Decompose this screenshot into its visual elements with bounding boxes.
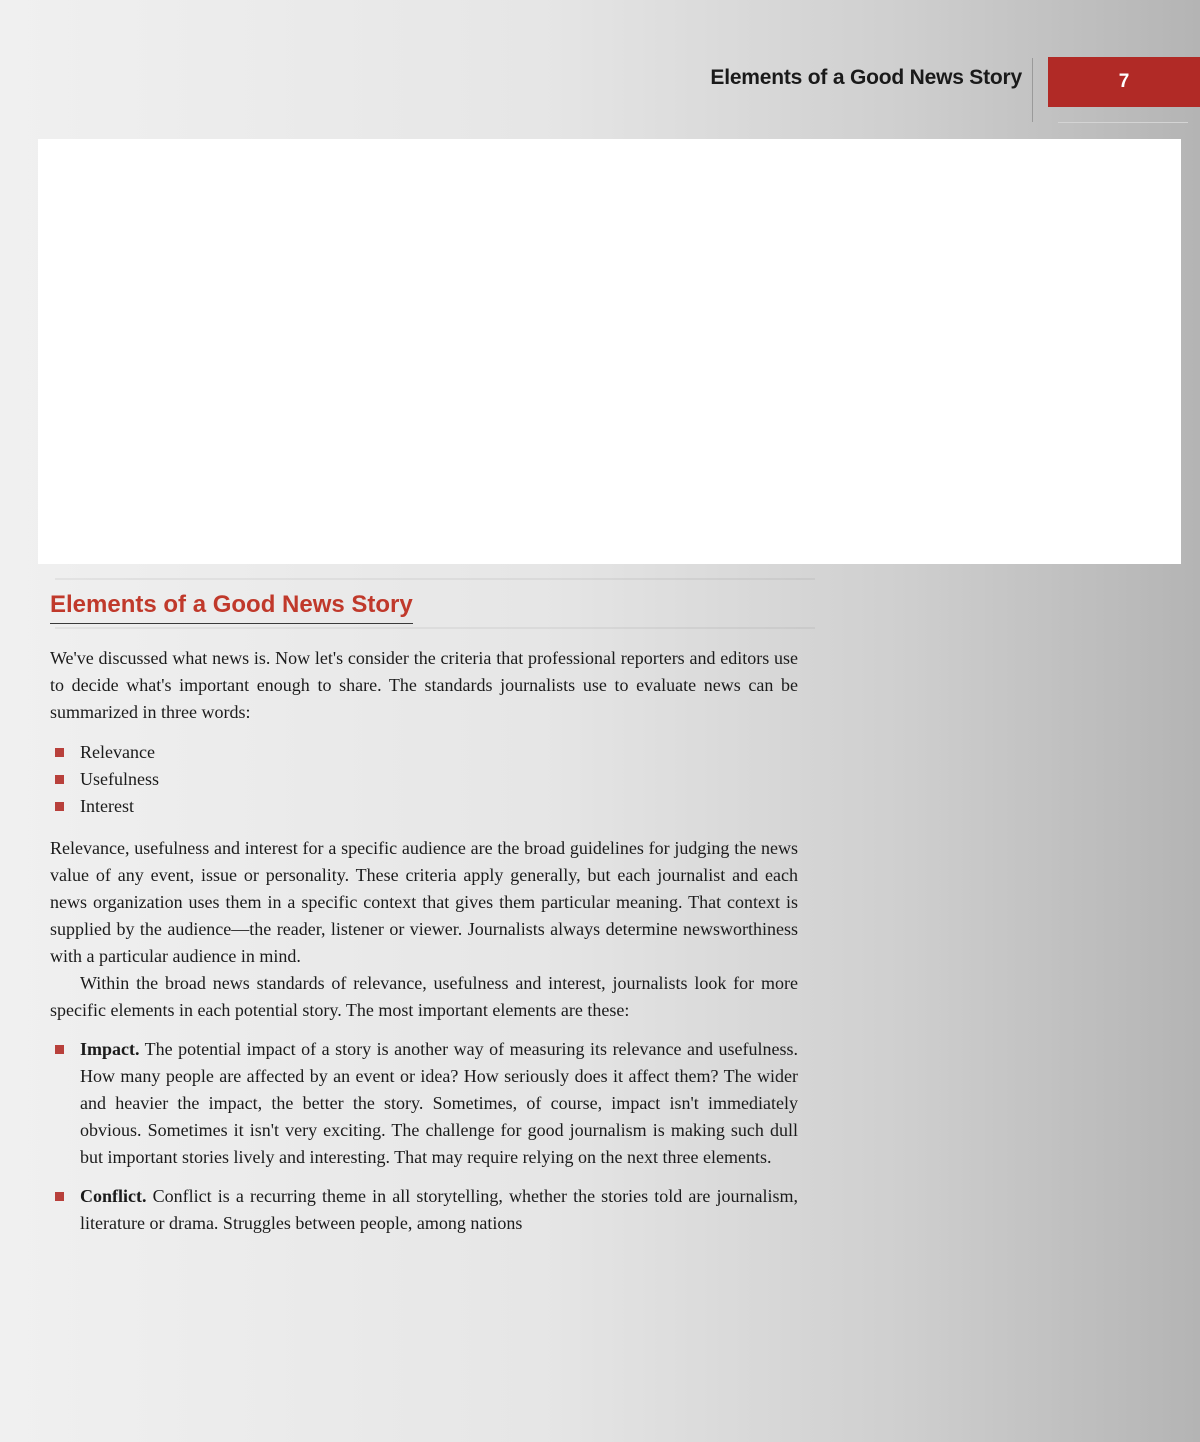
square-bullet-icon <box>55 748 64 757</box>
square-bullet-icon <box>55 1192 64 1201</box>
list-item: Usefulness <box>50 766 798 793</box>
intro-paragraph: We've discussed what news is. Now let's consider the criteria that professional reporters and editors use to decide what's important enough to share. The standards journalists use to evaluate news can be summarized in three words: <box>50 648 798 722</box>
element-term: Impact. <box>80 1039 140 1059</box>
element-term: Conflict. <box>80 1186 147 1206</box>
page-number: 7 <box>1118 71 1130 92</box>
square-bullet-icon <box>55 1045 64 1054</box>
elements-list <box>50 1036 798 1237</box>
body-paragraph: Within the broad news standards of relevance, usefulness and interest, journalists look for more specific elements in each potential story. The most important elements are these: <box>50 973 798 1020</box>
square-bullet-icon <box>55 775 64 784</box>
page-number-tab <box>1048 57 1200 107</box>
tab-underline <box>1058 122 1188 123</box>
list-item <box>50 1183 798 1237</box>
square-bullet-icon <box>55 802 64 811</box>
list-item: Interest <box>50 793 798 820</box>
header-divider <box>1032 58 1033 122</box>
list-item <box>50 1036 798 1171</box>
running-head-title: Elements of a Good News Story <box>710 66 1022 89</box>
body-paragraph: Relevance, usefulness and interest for a specific audience are the broad guidelines for judging the news value of any event, issue or personality. These criteria apply generally, but each journalist and each news organization uses them in a specific context that gives them particular meaning. That context is supplied by the audience—the reader, listener or viewer. Journalists always determine newsworthiness with a particular audience in mind. <box>50 838 798 966</box>
element-description: The potential impact of a story is another way of measuring its relevance and usefulness. How many people are affected by an event or idea? How seriously does it affect them? The wider and heavier the impact, the better the story. Sometimes, of course, impact isn't immediately obvious. Sometimes it isn't very exciting. The challenge for good journalism is making such dull but important stories lively and interesting. That may require relying on the next three elements. <box>80 1039 798 1167</box>
section-heading: Elements of a Good News Story <box>50 590 413 624</box>
body-text <box>50 645 798 1249</box>
element-description: Conflict is a recurring theme in all storytelling, whether the stories told are journalism, literature or drama. Struggles between people, among nations <box>80 1186 798 1233</box>
blank-page-region <box>38 139 1181 564</box>
list-item: Relevance <box>50 739 798 766</box>
criteria-list <box>50 739 798 820</box>
bleed-through-line <box>55 627 815 629</box>
bleed-through-line <box>55 578 815 580</box>
